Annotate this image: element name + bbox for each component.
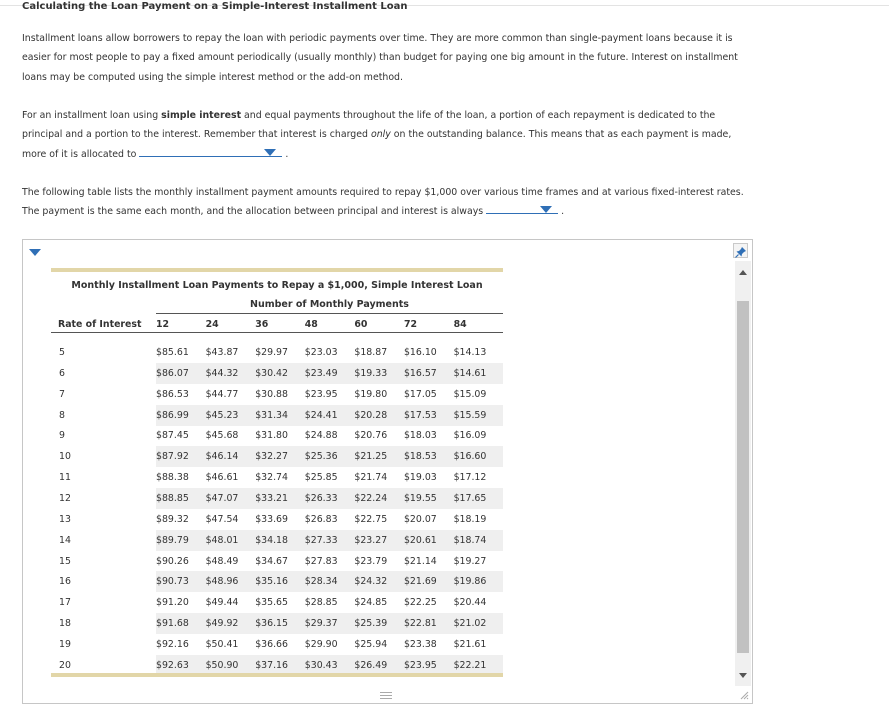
payment-cell: $90.73: [156, 571, 206, 592]
para3-text-2: .: [561, 206, 565, 218]
payment-cell: $88.38: [156, 472, 189, 484]
intro-paragraph: Installment loans allow borrowers to repay the loan with periodic payments over time. They are more common than single-payment loans because it is easier for most people to pay a fixed amount periodically (usually monthly) than budget for paying one big amount in the future. Interest on installment loans may be computed using the simple interest method or the add-on method.: [22, 33, 738, 83]
payment-cell: $88.85: [156, 488, 206, 509]
interest-rate-cell: 8: [59, 409, 65, 421]
payment-cell: $20.07: [403, 513, 437, 525]
payment-cell: $33.21: [255, 488, 305, 509]
payment-cell: $15.09: [453, 388, 487, 400]
resize-handle-icon[interactable]: [739, 690, 749, 700]
payment-cell: $23.95: [304, 388, 338, 400]
payment-cell: $23.38: [403, 638, 437, 650]
table-panel: [22, 239, 753, 704]
payment-cell: $34.67: [255, 555, 288, 567]
para2-text-1: For an installment loan using: [22, 110, 162, 121]
payment-cell: $32.74: [255, 472, 288, 484]
payment-cell: $22.25: [403, 597, 437, 609]
payment-cell: $24.88: [304, 430, 338, 442]
payment-cell: $50.41: [205, 638, 239, 650]
interest-rate-cell: 17: [59, 597, 71, 609]
payment-cell: $28.34: [305, 571, 355, 592]
payment-cell: $18.53: [404, 446, 454, 467]
pin-icon: [734, 246, 747, 259]
interest-rate-cell: 6: [59, 367, 65, 379]
interest-rate-cell: 9: [59, 430, 65, 442]
table-row: [51, 467, 503, 488]
payment-cell: $17.65: [454, 488, 504, 509]
payment-cell: $18.74: [454, 530, 504, 551]
payment-cell: $16.09: [453, 430, 487, 442]
payment-cell: $29.37: [305, 613, 355, 634]
table-row: [51, 363, 503, 384]
payment-cell: $15.59: [454, 405, 504, 426]
payment-cell: $24.32: [354, 571, 404, 592]
table-row: [51, 592, 503, 613]
pin-button[interactable]: [733, 243, 748, 258]
para2-text-3: on the outstanding balance. This means that as each payment is made, more of it is allocated to: [22, 129, 732, 160]
table-row: [51, 332, 503, 363]
payment-cell: $24.85: [354, 597, 388, 609]
allocation-change-dropdown[interactable]: [486, 202, 558, 214]
payment-cell: $19.80: [354, 388, 388, 400]
payment-cell: $44.32: [206, 363, 256, 384]
payment-cell: $86.53: [156, 388, 189, 400]
month-column-header: 24: [205, 319, 219, 330]
payment-cell: $23.79: [354, 555, 388, 567]
payment-cell: $29.97: [255, 347, 288, 358]
simple-interest-paragraph: [22, 106, 757, 164]
payment-cell: $21.25: [354, 446, 404, 467]
interest-rate-cell: 14: [59, 534, 71, 546]
payment-cell: $20.76: [354, 430, 388, 442]
allocation-dropdown[interactable]: [139, 145, 282, 157]
table-row: [51, 613, 503, 634]
payment-cell: $16.60: [454, 446, 504, 467]
payment-cell: $43.87: [205, 347, 239, 358]
payment-cell: $49.44: [205, 597, 239, 609]
payment-cell: $23.03: [304, 347, 338, 358]
payment-cell: $29.90: [304, 638, 338, 650]
payment-cell: $21.61: [453, 638, 487, 650]
payment-cell: $19.27: [453, 555, 487, 567]
payment-cell: $86.07: [156, 363, 206, 384]
payment-cell: $89.79: [156, 530, 206, 551]
interest-rate-cell: 5: [59, 347, 65, 358]
table-row: [51, 634, 503, 655]
table-bottom-rule: [51, 673, 503, 677]
payment-cell: $17.53: [404, 405, 454, 426]
table-row: [51, 551, 503, 572]
table-row: [51, 446, 503, 467]
payment-cell: $36.66: [255, 638, 288, 650]
table-caption: Monthly Installment Loan Payments to Repay a $1,000, Simple Interest Loan: [71, 280, 483, 291]
payment-cell: $33.69: [255, 513, 288, 525]
span-header-rule: [156, 313, 503, 314]
para2-bold-term: simple interest: [161, 110, 242, 121]
table-span-header: Number of Monthly Payments: [250, 299, 409, 310]
month-column-header: 84: [453, 319, 467, 330]
payment-cell: $27.33: [305, 530, 355, 551]
payment-cell: $20.61: [404, 530, 454, 551]
payment-cell: $25.85: [304, 472, 338, 484]
payment-cell: $90.26: [156, 555, 189, 567]
payment-cell: $22.24: [354, 488, 404, 509]
payment-cell: $85.61: [156, 347, 189, 358]
payment-cell: $23.95: [404, 655, 454, 676]
payment-cell: $22.81: [404, 613, 454, 634]
payment-cell: $25.36: [305, 446, 355, 467]
payment-cell: $14.13: [453, 347, 487, 358]
month-column-header: 72: [403, 319, 418, 330]
para3-text-1: The following table lists the monthly installment payment amounts required to repay $1,000 over various time frames and at various fixed-interest rates. The payment is the same each month, and the allocation between principal and interest is always: [22, 187, 744, 218]
payment-cell: $31.34: [255, 405, 305, 426]
interest-rate-cell: 18: [59, 618, 71, 630]
table-row: [51, 530, 503, 551]
interest-rate-cell: 13: [59, 513, 71, 525]
table-row: [51, 488, 503, 509]
para2-text-2: and equal payments throughout the life of the loan, a portion of each repayment is dedicated to the principal and a portion to the interest. Remember that interest is charged: [22, 110, 716, 141]
month-column-header: 12: [156, 319, 170, 330]
interest-rate-cell: 12: [59, 492, 71, 504]
payment-cell: $35.16: [255, 571, 305, 592]
payment-cell: $18.03: [403, 430, 437, 442]
interest-rate-cell: 7: [59, 388, 65, 400]
payment-cell: $25.39: [354, 613, 404, 634]
payment-cell: $26.33: [305, 488, 355, 509]
page-title: Calculating the Loan Payment on a Simple-Interest Installment Loan: [22, 1, 408, 12]
table-row: [51, 426, 503, 447]
payment-cell: $45.68: [205, 430, 239, 442]
payment-cell: $87.92: [156, 446, 206, 467]
payment-cell: $21.69: [404, 571, 454, 592]
horizontal-grip-icon[interactable]: [380, 692, 392, 699]
payment-cell: $27.83: [304, 555, 338, 567]
triangle-down-icon[interactable]: [29, 249, 41, 256]
payment-cell: $22.21: [454, 655, 504, 676]
payment-cell: $19.55: [404, 488, 454, 509]
payment-cell: $35.65: [255, 597, 288, 609]
payment-cell: $18.87: [354, 347, 388, 358]
payment-cell: $50.90: [206, 655, 256, 676]
payment-cell: $23.27: [354, 530, 404, 551]
month-column-header: 60: [354, 319, 368, 330]
scroll-up-icon[interactable]: [739, 270, 747, 275]
payment-cell: $86.99: [156, 405, 206, 426]
payment-cell: $89.32: [156, 513, 189, 525]
para2-italic-term: only: [370, 129, 391, 141]
payment-cell: $30.42: [255, 363, 305, 384]
para2-text-4: .: [285, 148, 289, 160]
chevron-down-icon: [264, 149, 276, 156]
table-scroll-area[interactable]: [23, 261, 735, 686]
payment-cell: $26.49: [354, 655, 404, 676]
payment-cell: $20.44: [453, 597, 487, 609]
month-column-header: 36: [255, 319, 269, 330]
vertical-scrollbar[interactable]: [735, 261, 751, 686]
table-intro-paragraph: [22, 183, 757, 222]
interest-rate-cell: 10: [59, 451, 71, 463]
payment-cell: $16.10: [403, 347, 437, 358]
interest-rate-cell: 16: [59, 576, 71, 588]
scrollbar-thumb[interactable]: [737, 301, 749, 653]
chevron-down-icon: [540, 206, 552, 213]
table-header-row: [51, 317, 503, 332]
payment-cell: $31.80: [255, 430, 288, 442]
payment-cell: $92.16: [156, 638, 189, 650]
payment-cell: $48.96: [206, 571, 256, 592]
payment-cell: $25.94: [354, 638, 388, 650]
payment-cell: $21.74: [354, 472, 388, 484]
payment-cell: $44.77: [205, 388, 239, 400]
month-column-header: 48: [304, 319, 318, 330]
payment-cell: $30.88: [255, 388, 288, 400]
payment-cell: $91.20: [156, 597, 189, 609]
payment-cell: $49.92: [206, 613, 256, 634]
payment-cell: $47.07: [206, 488, 256, 509]
payment-cell: $22.75: [354, 513, 388, 525]
payment-cell: $36.15: [255, 613, 305, 634]
payment-cell: $17.12: [453, 472, 487, 484]
payment-cell: $47.54: [205, 513, 239, 525]
table-row: [51, 384, 503, 405]
payment-cell: $19.33: [354, 363, 404, 384]
loan-payment-table: [51, 317, 503, 676]
interest-rate-cell: 15: [59, 555, 71, 567]
payment-cell: $14.61: [454, 363, 504, 384]
table-top-rule: [51, 268, 503, 272]
payment-cell: $28.85: [304, 597, 338, 609]
scroll-down-icon[interactable]: [739, 673, 747, 678]
payment-cell: $24.41: [305, 405, 355, 426]
payment-cell: $26.83: [304, 513, 338, 525]
payment-cell: $37.16: [255, 655, 305, 676]
payment-cell: $16.57: [404, 363, 454, 384]
payment-cell: $19.86: [454, 571, 504, 592]
payment-cell: $20.28: [354, 405, 404, 426]
payment-cell: $32.27: [255, 446, 305, 467]
payment-cell: $30.43: [305, 655, 355, 676]
payment-cell: $87.45: [156, 430, 189, 442]
interest-rate-cell: 11: [59, 472, 71, 484]
payment-cell: $46.61: [205, 472, 239, 484]
payment-cell: $45.23: [206, 405, 256, 426]
table-row: [51, 509, 503, 530]
payment-cell: $34.18: [255, 530, 305, 551]
payment-cell: $91.68: [156, 613, 206, 634]
payment-cell: $23.49: [305, 363, 355, 384]
rate-column-header: Rate of Interest: [58, 319, 142, 330]
payment-cell: $92.63: [156, 655, 206, 676]
panel-header: [23, 240, 752, 260]
payment-cell: $48.01: [206, 530, 256, 551]
payment-cell: $21.02: [454, 613, 504, 634]
interest-rate-cell: 19: [59, 638, 71, 650]
table-row: [51, 405, 503, 426]
payment-cell: $21.14: [403, 555, 437, 567]
payment-cell: $48.49: [205, 555, 239, 567]
interest-rate-cell: 20: [59, 659, 71, 671]
payment-cell: $17.05: [403, 388, 437, 400]
payment-cell: $19.03: [403, 472, 437, 484]
payment-cell: $18.19: [453, 513, 487, 525]
payment-cell: $46.14: [206, 446, 256, 467]
table-row: [51, 571, 503, 592]
